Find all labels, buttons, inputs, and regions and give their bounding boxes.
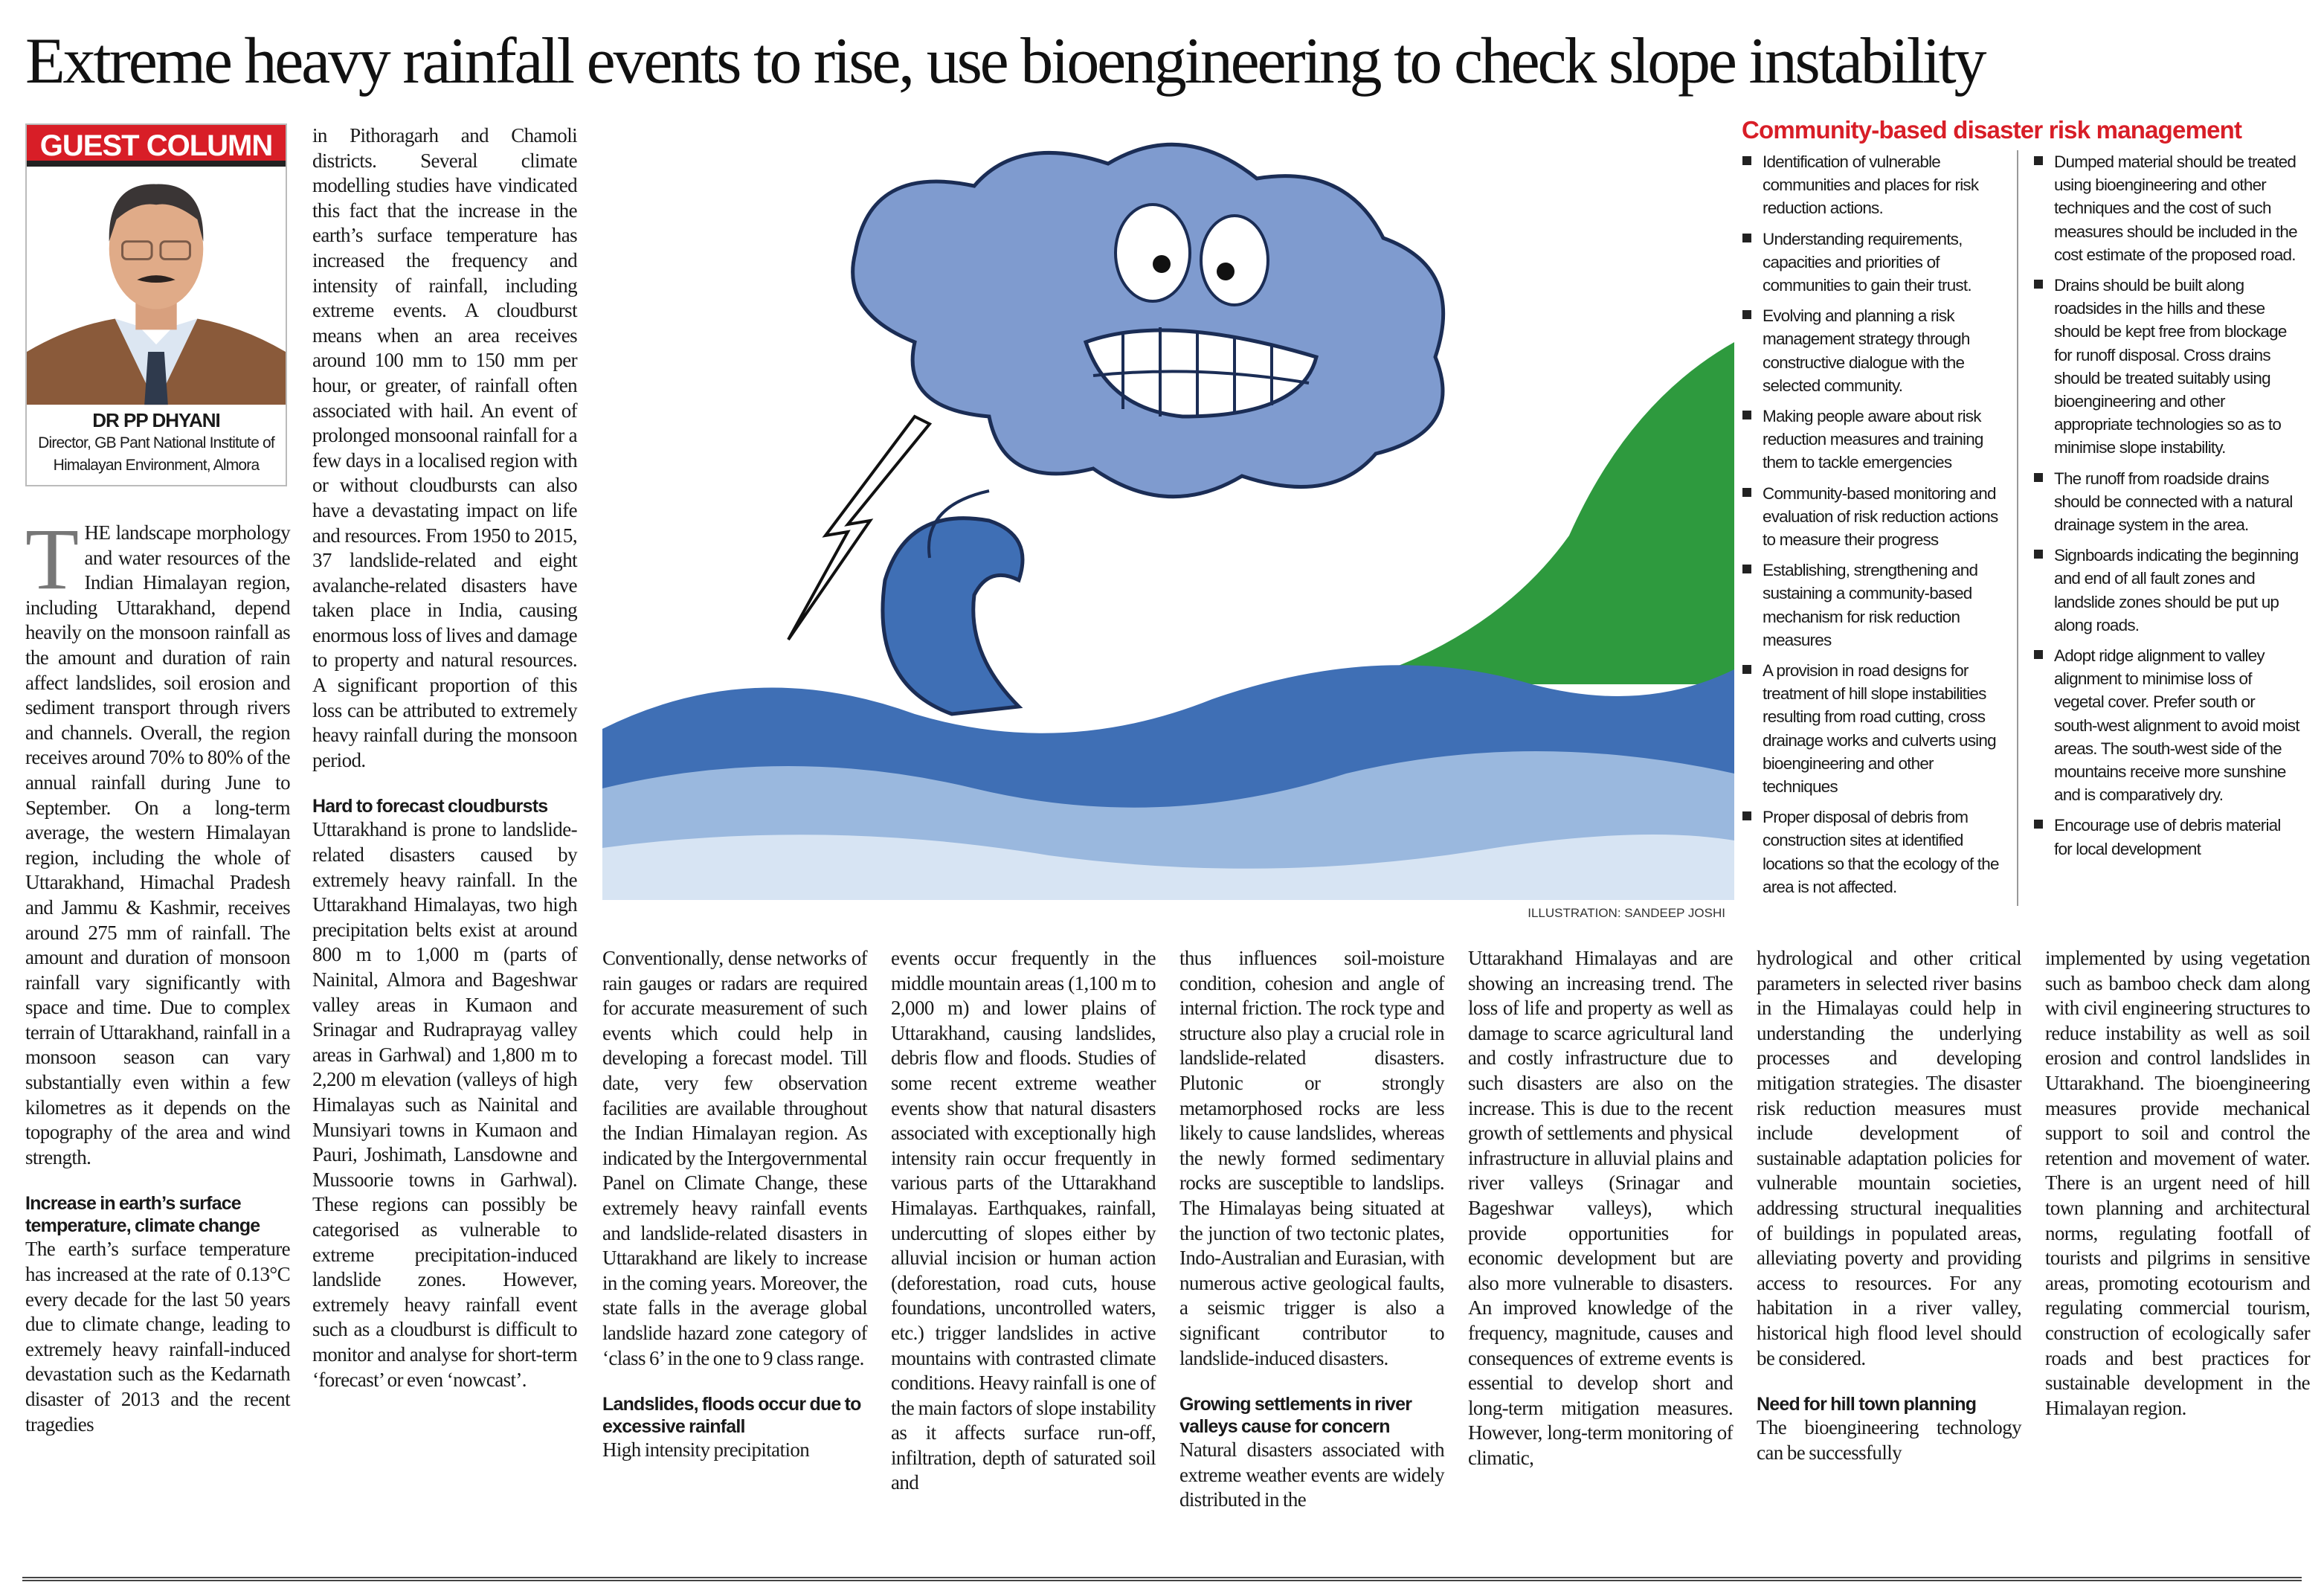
author-name: DR PP DHYANI xyxy=(92,409,220,431)
headline: Extreme heavy rainfall events to rise, use bioengineering to check slope instability xyxy=(25,25,1985,97)
list-item xyxy=(1740,659,2009,798)
list-item-text: Encourage use of debris material for local development xyxy=(2054,816,2281,858)
drop-cap: T xyxy=(25,510,79,608)
list-item-text: Adopt ridge alignment to valley alignment to minimise loss of vegetal cover. Prefer south or south-west alignment to avoid moist areas. The south-west side of the mountains receive more sunshine and is comparatively dry. xyxy=(2054,646,2299,805)
list-item-text: Signboards indicating the beginning and end of all fault zones and landslide zones should be put up along roads. xyxy=(2054,546,2299,634)
list-item xyxy=(2032,544,2301,637)
bottom-rule xyxy=(22,1577,2302,1581)
subheading: Growing settlements in river valleys cause for concern xyxy=(1179,1394,1412,1438)
subheading: Landslides, floods occur due to excessive rainfall xyxy=(602,1394,861,1438)
paragraph: Conventionally, dense networks of rain gauges or radars are required for accurate measurement of such events which could help in developing a forecast model. Till date, very few observation facilities are available throughout the Indian Himalayan region. As indicated by the Intergovernmental Panel on Climate Change, these extremely heavy rainfall events and landslide-related disasters in Uttarakhand are likely to increase in the coming years. Moreover, the state falls in the average global landslide hazard zone category of ‘class 6’ in the one to 9 class range. xyxy=(602,947,867,1369)
list-item xyxy=(2032,644,2301,806)
paragraph: Uttarakhand Himalayas and are showing an increasing trend. The loss of life and property as well as damage to scarce agricultural land and costly infrastructure due to such disasters are also on the increase. This is due to the recent growth of settlements and physical infrastructure in alluvial plains and river valleys (Srinagar and Bageshwar valleys), which provide opportunities for economic development but are also more vulnerable to disasters. An improved knowledge of the frequency, magnitude, causes and consequences of extreme events is essential to develop short and long-term mitigation measures. However, long-term monitoring of climatic, xyxy=(1468,947,1733,1469)
article-column-7 xyxy=(1757,946,2021,1465)
article-column-1 xyxy=(25,510,290,1437)
list-item-text: Establishing, strengthening and sustaining a community-based mechanism for risk reduction measures xyxy=(1763,561,1978,649)
author-bio: Director, GB Pant National Institute of Himalayan Environment, Almora xyxy=(38,434,274,474)
list-item-text: Identification of vulnerable communities and places for risk reduction actions. xyxy=(1763,152,1979,218)
list-item xyxy=(1740,482,2009,552)
paragraph: The bioengineering technology can be successfully xyxy=(1757,1416,2021,1464)
sidebar-title: Community-based disaster risk management xyxy=(1742,116,2242,144)
illustration-storm-cloud xyxy=(602,119,1734,900)
list-item-text: Community-based monitoring and evaluation of risk reduction actions to measure their progress xyxy=(1763,483,1998,550)
paragraph: The earth’s surface temperature has increased at the rate of 0.13°C every decade for the last 50 years due to climate change, leading to extremely heavy rainfall-induced devastation such as the Kedarnath disaster of 2013 and the recent tragedies xyxy=(25,1238,290,1435)
list-item-text: Proper disposal of debris from construction sites at identified locations so that the ecology of the area is not affected. xyxy=(1763,808,1999,896)
author-photo xyxy=(27,167,286,406)
paragraph: hydrological and other critical parameters in selected river basins in the Himalayas could help in understanding the underlying processes and developing mitigation strategies. The disaster risk reduction measures must include development of sustainable adaptation policies for vulnerable mountain societies, addressing structural inequalities of buildings in populated areas, alleviating poverty and providing access to resources. For any habitation in a river valley, historical high flood level should be considered. xyxy=(1757,947,2021,1369)
list-item xyxy=(2032,467,2301,537)
subheading: Need for hill town planning xyxy=(1757,1394,1977,1415)
bullet-icon xyxy=(1742,665,1751,674)
list-item xyxy=(1740,304,2009,397)
paragraph: in Pithoragarh and Chamoli districts. Several climate modelling studies have vindicated this fact that the increase in the earth’s surface temperature has increased the frequency and intensity of rainfall, including extreme events. A cloudburst means when an area receives around 100 mm to 150 mm per hour, or greater, of rainfall often associated with hail. An event of prolonged monsoonal rainfall for a few days in a localised region with or without cloudbursts can also have a devastating impact on life and resources. From 1950 to 2015, 37 landslide-related and eight avalanche-related disasters have taken place in India, causing enormous loss of lives and damage to property and natural resources. A significant proportion of this loss can be attributed to extremely heavy rainfall during the monsoon period. xyxy=(312,124,577,771)
list-item xyxy=(1740,405,2009,475)
list-item xyxy=(1740,806,2009,898)
sidebar-divider xyxy=(2017,150,2018,906)
bullet-icon xyxy=(1742,488,1751,497)
list-item xyxy=(1740,559,2009,652)
bullet-icon xyxy=(2034,280,2043,289)
article-column-4 xyxy=(891,946,1156,1496)
paragraph: implemented by using vegetation such as bamboo check dam along with civil engineering structures to reduce instability as well as soil erosion and control landslides in Uttarakhand. The bioengineering measures provide mechanical support to soil and control the retention and movement of water. There is an urgent need of hill town planning and architectural norms, regulating footfall of tourists and pilgrims in sensitive areas, promoting ecotourism and regulating commercial tourism, construction of ecologically safer roads and best practices for sustainable development in the Himalayan region. xyxy=(2045,947,2310,1419)
article-column-5 xyxy=(1179,946,1444,1513)
list-item-text: A provision in road designs for treatment of hill slope instabilities resulting from road cutting, cross drainage works and culverts using bioengineering and other techniques xyxy=(1763,661,1996,797)
guest-column-label: GUEST COLUMN xyxy=(27,125,286,167)
bullet-icon xyxy=(1742,310,1751,319)
paragraph: events occur frequently in the middle mountain areas (1,100 m to 2,000 m) and lower plains of Uttarakhand, causing landslides, debris flow and floods. Studies of some recent extreme weather events show that natural disasters associated with exceptionally high intensity rain occur frequently in various parts of the Uttarakhand Himalayas. Earthquakes, rainfall, undercutting of slopes either by alluvial incision or human action (deforestation, road cuts, house foundations, uncontrolled waters, etc.) trigger landslides in active mountains with contrasted climate conditions. Heavy rainfall is one of the main factors of slope instability as it affects surface run-off, infiltration, depth of saturated soil and xyxy=(891,947,1156,1494)
list-item-text: Making people aware about risk reduction measures and training them to tackle emergencies xyxy=(1763,407,1983,472)
sidebar-list-left xyxy=(1740,150,2009,906)
bullet-icon xyxy=(1742,156,1751,165)
paragraph: HE landscape morphology and water resources of the Indian Himalayan region, including Uttarakhand, depend heavily on the monsoon rainfall as the amount and duration of rain affect landslides, soil erosion and sediment transport through rivers and channels. Overall, the region receives around 70% to 80% of the annual rainfall during June to September. On a long-term average, the western Himalayan region, including the whole of Uttarakhand, Himachal Pradesh and Jammu & Kashmir, receives around 275 mm of rainfall. The amount and duration of monsoon rainfall vary significantly with space and time. Due to complex terrain of Uttarakhand, rainfall in a monsoon season can vary substantially even within a few kilometres as it depends on the topography of the area and wind strength. xyxy=(25,521,290,1168)
illustration-credit: ILLUSTRATION: SANDEEP JOSHI xyxy=(1528,906,1725,920)
bullet-icon xyxy=(2034,820,2043,829)
paragraph: High intensity precipitation xyxy=(602,1438,810,1462)
paragraph: Uttarakhand is prone to landslide-related disasters caused by extremely heavy rainfall. In the Uttarakhand Himalayas, two high precipitation belts exist at around 800 m to 1,000 m (parts of Nainital, Almora and Bageshwar valley areas in Kumaon and Srinagar and Rudraprayag valley areas in Garhwal) and 1,800 m to 2,200 m elevation (valleys of high Himalayas such as Nainital and Munsiyari towns in Kumaon and Pauri, Joshimath, Lansdowne and Mussoorie towns in Garhwal). These regions can possibly be categorised as vulnerable to extreme precipitation-induced landslide zones. However, extremely heavy rainfall event such as a cloudburst is difficult to monitor and analyse for short-term ‘forecast’ or even ‘nowcast’. xyxy=(312,818,577,1391)
list-item xyxy=(2032,814,2301,860)
article-column-6 xyxy=(1468,946,1733,1470)
bullet-icon xyxy=(2034,473,2043,482)
bullet-icon xyxy=(2034,650,2043,659)
list-item-text: Evolving and planning a risk management strategy through constructive dialogue with the selected community. xyxy=(1763,306,1970,395)
list-item-text: Dumped material should be treated using bioengineering and other techniques and the cost of such measures should be included in the cost estimate of the proposed road. xyxy=(2054,152,2297,264)
sidebar-community-risk-management xyxy=(1740,113,2299,906)
list-item xyxy=(1740,150,2009,220)
list-item-text: The runoff from roadside drains should be connected with a natural drainage system in the area. xyxy=(2054,469,2293,535)
sidebar-list-right xyxy=(2032,150,2301,868)
subheading: Hard to forecast cloudbursts xyxy=(312,796,548,817)
list-item-text: Drains should be built along roadsides in the hills and these should be kept free from blockage for runoff disposal. Cross drains should be treated suitably using bioengineering and other appropriate technologies so as to minimise slope instability. xyxy=(2054,276,2287,457)
bullet-icon xyxy=(2034,550,2043,559)
list-item-text: Understanding requirements, capacities and priorities of communities to gain their trust. xyxy=(1763,229,1971,295)
subheading: Increase in earth’s surface temperature, climate change xyxy=(25,1193,260,1237)
list-item xyxy=(1740,228,2009,298)
list-item xyxy=(2032,274,2301,460)
bullet-icon xyxy=(1742,234,1751,242)
paragraph: Natural disasters associated with extreme weather events are widely distributed in the xyxy=(1179,1438,1444,1511)
bullet-icon xyxy=(1742,811,1751,820)
article-column-2 xyxy=(312,123,577,1392)
paragraph: thus influences soil-moisture condition, cohesion and angle of internal friction. The rock type and structure also play a crucial role in landslide-related disasters. Plutonic or strongly metamorphosed rocks are less likely to cause landslides, whereas the newly formed sedimentary rocks are susceptible to landslips. The Himalayas being situated at the junction of two tectonic plates, Indo-Australian and Eurasian, with numerous active geological faults, a seismic trigger is also a significant contributor to landslide-induced disasters. xyxy=(1179,947,1444,1369)
guest-column-box xyxy=(25,123,287,486)
article-column-3 xyxy=(602,946,867,1463)
bullet-icon xyxy=(1742,411,1751,419)
bullet-icon xyxy=(2034,156,2043,165)
article-column-8 xyxy=(2045,946,2310,1421)
list-item xyxy=(2032,150,2301,266)
bullet-icon xyxy=(1742,565,1751,573)
